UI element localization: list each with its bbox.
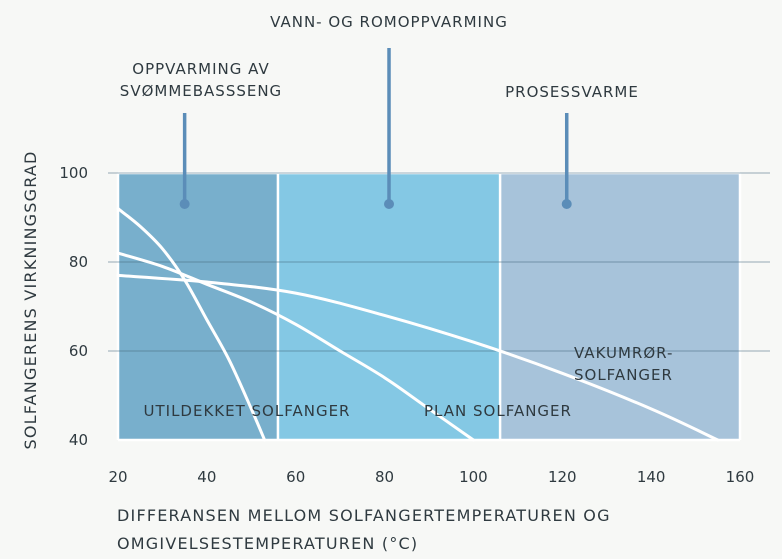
region-2 [278,173,500,440]
category-marker-dot-2 [384,199,394,209]
category-marker-dot-3 [562,199,572,209]
x-axis-title: DIFFERANSEN MELLOM SOLFANGERTEMPERATUREN OG OMGIVELSESTEMPERATUREN (°C) [117,506,611,553]
x-tick-40: 40 [197,468,217,486]
category-labels [120,13,639,101]
x-tick-120: 120 [547,468,577,486]
category-label-1: OPPVARMING AV SVØMMEBASSSENG [119,60,283,100]
y-tick-80: 80 [68,253,88,271]
temperature-regions [118,173,740,440]
x-tick-160: 160 [725,468,755,486]
y-tick-40: 40 [68,431,88,449]
x-tick-60: 60 [286,468,306,486]
x-tick-100: 100 [459,468,488,486]
series-label-1: UTILDEKKET SOLFANGER [143,402,351,420]
region-3 [500,173,740,440]
category-label-3: PROSESSVARME [505,83,639,101]
x-tick-80: 80 [375,468,395,486]
series-label-2: PLAN SOLFANGER [424,402,572,420]
y-tick-60: 60 [68,342,88,360]
y-tick-labels [59,164,88,449]
x-tick-20: 20 [108,468,128,486]
x-tick-labels [108,468,754,486]
category-label-2: VANN- OG ROMOPPVARMING [270,13,508,31]
series-label-3: VAKUMRØR-SOLFANGER [574,344,674,384]
y-tick-100: 100 [59,164,88,182]
category-marker-dot-1 [180,199,190,209]
x-tick-140: 140 [636,468,666,486]
y-axis-title: SOLFANGERENS VIRKNINGSGRAD [21,150,40,450]
